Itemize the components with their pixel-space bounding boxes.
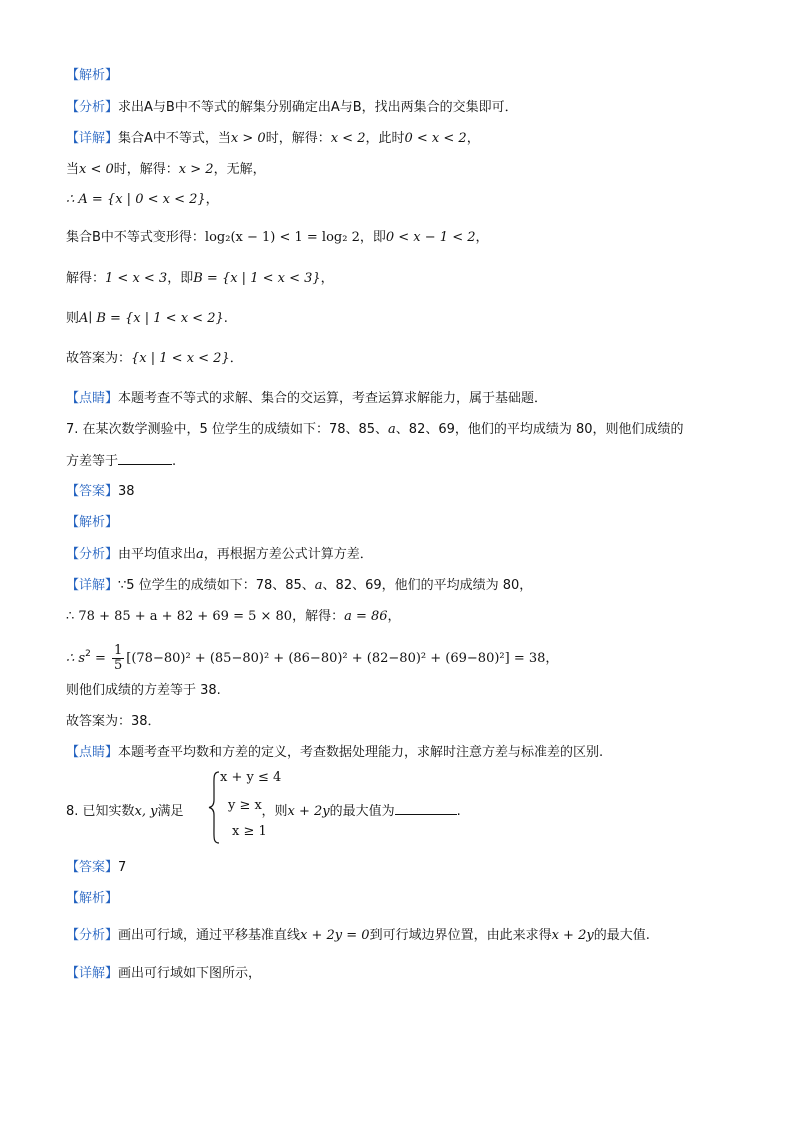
detail-line-3: ∴ A = {x | 0 < x < 2}，	[66, 192, 219, 207]
q7-detail-line-4: 则他们成绩的方差等于 38.	[66, 683, 221, 698]
q7-answer-line: 【答案】38	[66, 484, 135, 499]
q8-analysis-line: 【分析】画出可行域，通过平移基准直线x + 2y = 0到可行域边界位置，由此来求得x + 2y的最大值.	[66, 928, 650, 943]
q7-analysis-line: 【分析】由平均值求出a，再根据方差公式计算方差．	[66, 547, 373, 562]
q7-detail-line-1: 【详解】∵5 位学生的成绩如下：78、85、a、82、69，他们的平均成绩为 80，	[66, 578, 533, 593]
q7-detail-line-3: ∴ $s^2$ = $\frac{1}{5}$ [(78−80)² + (85−80)² + (86−80)² + (82−80)² + (69−80)²] = 38，	[66, 643, 559, 673]
q7-heading-jiexi: 【解析】	[66, 515, 119, 530]
q8-detail-line: 【详解】画出可行域如下图所示，	[66, 966, 262, 981]
q7-comment-line: 【点睛】本题考查平均数和方差的定义，考查数据处理能力，求解时注意方差与标准差的区别.	[66, 745, 604, 760]
detail-line-6: 则A∣ B = {x | 1 < x < 2}.	[66, 311, 228, 326]
q8-heading-jiexi: 【解析】	[66, 891, 119, 906]
constraint-system	[208, 770, 288, 845]
answer-blank	[395, 800, 457, 815]
heading-jiexi: 【解析】	[66, 68, 119, 83]
detail-line-5: 解得：1 < x < 3，即B = {x | 1 < x < 3}，	[66, 271, 334, 286]
fraction: $\frac{1}{5}$	[113, 643, 123, 673]
q7-stem-line-1: 7. 在某次数学测验中，5 位学生的成绩如下：78、85、a、82、69，他们的平均成绩为 80，则他们成绩的	[66, 422, 684, 437]
q7-stem-line-2: 方差等于 .	[66, 450, 176, 472]
detail-line-1: 【详解】集合A中不等式，当x > 0时，解得：x < 2，此时0 < x < 2，	[66, 131, 480, 146]
detail-line-4: 集合B中不等式变形得：log₂(x − 1) < 1 = log₂ 2，即0 < x − 1 < 2，	[66, 230, 489, 245]
analysis-line: 【分析】求出A与B中不等式的解集分别确定出A与B，找出两集合的交集即可．	[66, 100, 518, 115]
constraint-1: x + y ≤ 4	[220, 770, 282, 785]
q7-detail-line-5: 故答案为：38．	[66, 714, 161, 729]
answer-blank	[118, 450, 172, 465]
q8-stem-line: 8. 已知实数x, y满足 ，则x + 2y的最大值为 .	[66, 800, 461, 822]
constraint-2: y ≥ x	[228, 798, 262, 813]
comment-line: 【点睛】本题考查不等式的求解、集合的交运算，考查运算求解能力，属于基础题．	[66, 391, 548, 406]
q8-answer-line: 【答案】7	[66, 860, 127, 875]
detail-line-7: 故答案为：{x | 1 < x < 2}．	[66, 351, 243, 366]
q7-detail-line-2: ∴ 78 + 85 + a + 82 + 69 = 5 × 80，解得：a = 86，	[66, 609, 401, 624]
detail-line-2: 当x < 0时，解得：x > 2，无解，	[66, 162, 266, 177]
constraint-3: x ≥ 1	[232, 824, 267, 839]
